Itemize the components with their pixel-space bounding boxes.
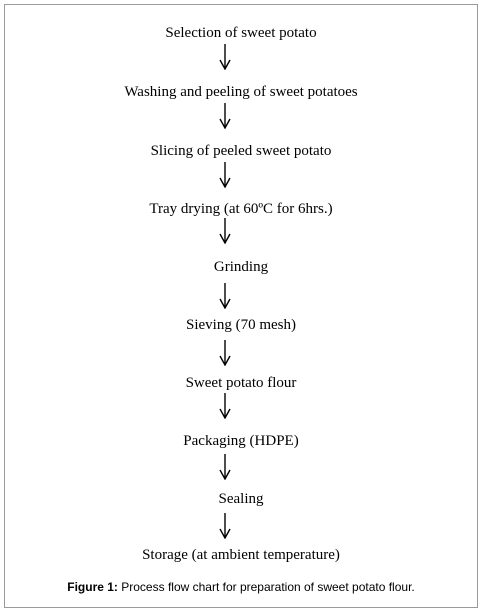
down-arrow-icon	[219, 162, 231, 188]
down-arrow-icon	[219, 513, 231, 539]
step-selection: Selection of sweet potato	[165, 25, 317, 41]
down-arrow-icon	[219, 454, 231, 480]
step-washing-peeling: Washing and peeling of sweet potatoes	[124, 84, 358, 100]
step-sieving: Sieving (70 mesh)	[186, 317, 296, 333]
down-arrow-icon	[219, 393, 231, 419]
down-arrow-icon	[219, 103, 231, 129]
figure-caption	[4, 580, 478, 595]
down-arrow-icon	[219, 218, 231, 244]
step-sealing: Sealing	[218, 491, 264, 507]
caption-prefix: Figure 1:	[67, 580, 118, 594]
step-storage: Storage (at ambient temperature)	[142, 547, 340, 563]
step-grinding: Grinding	[213, 259, 269, 275]
caption-text: Process flow chart for preparation of sweet potato flour.	[117, 580, 415, 594]
step-slicing: Slicing of peeled sweet potato	[150, 143, 332, 159]
step-sweet-potato-flour: Sweet potato flour	[185, 375, 297, 391]
down-arrow-icon	[219, 44, 231, 70]
step-packaging: Packaging (HDPE)	[183, 433, 299, 449]
down-arrow-icon	[219, 340, 231, 366]
step-tray-drying: Tray drying (at 60ºC for 6hrs.)	[149, 201, 333, 217]
down-arrow-icon	[219, 283, 231, 309]
